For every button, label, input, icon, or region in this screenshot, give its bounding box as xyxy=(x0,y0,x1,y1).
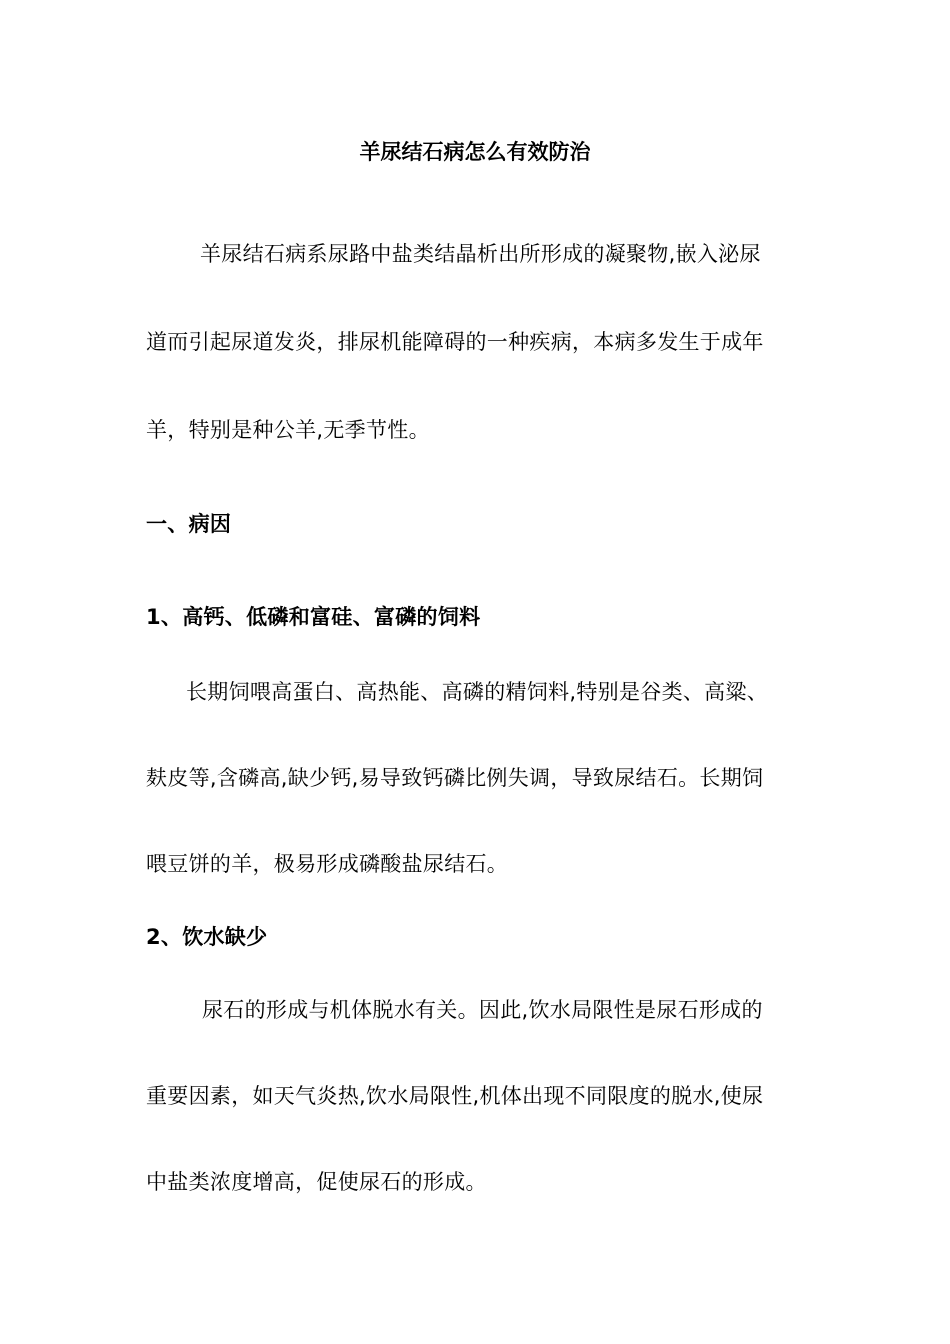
cause-2-heading: 2、饮水缺少 xyxy=(146,925,268,949)
intro-line-1: 羊尿结石病系尿路中盐类结晶析出所形成的凝聚物,嵌入泌尿 xyxy=(200,242,761,266)
section-heading-causes: 一、病因 xyxy=(146,512,232,536)
cause-1-line-3: 喂豆饼的羊，极易形成磷酸盐尿结石。 xyxy=(146,852,509,876)
cause-1-line-1: 长期饲喂高蛋白、高热能、高磷的精饲料,特别是谷类、高粱、 xyxy=(186,680,769,704)
cause-2-line-1: 尿石的形成与机体脱水有关。因此,饮水局限性是尿石形成的 xyxy=(202,998,763,1022)
intro-line-2: 道而引起尿道发炎，排尿机能障碍的一种疾病，本病多发生于成年 xyxy=(146,330,764,354)
document-title: 羊尿结石病怎么有效防治 xyxy=(359,140,591,164)
cause-1-line-2: 麸皮等,含磷高,缺少钙,易导致钙磷比例失调，导致尿结石。长期饲 xyxy=(146,766,764,790)
cause-2-line-2: 重要因素，如天气炎热,饮水局限性,机体出现不同限度的脱水,使尿 xyxy=(146,1084,764,1108)
cause-1-heading: 1、高钙、低磷和富硅、富磷的饲料 xyxy=(146,605,481,629)
cause-2-line-3: 中盐类浓度增高，促使尿石的形成。 xyxy=(146,1170,487,1194)
intro-line-3: 羊，特别是种公羊,无季节性。 xyxy=(146,418,430,442)
